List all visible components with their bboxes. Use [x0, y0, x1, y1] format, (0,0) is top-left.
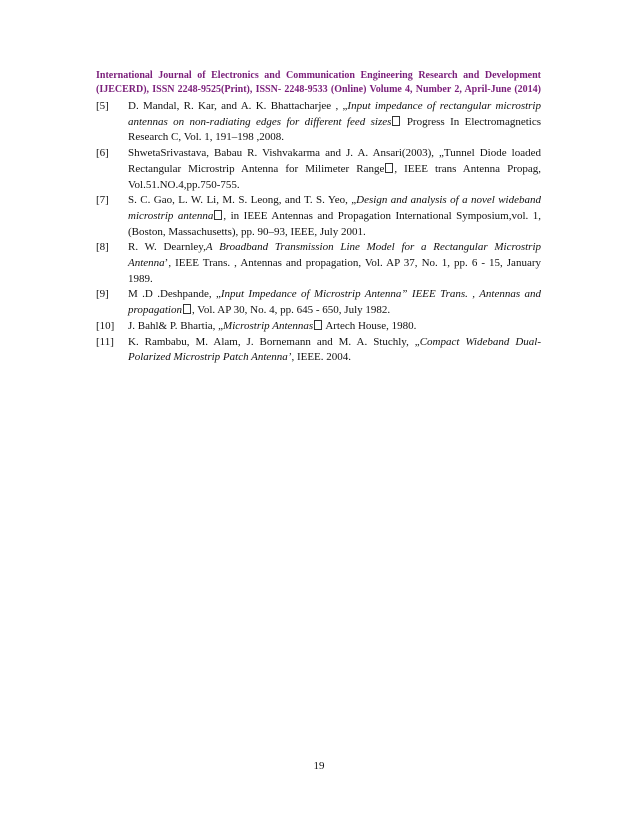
reference-list — [96, 99, 541, 366]
missing-glyph-box-icon — [314, 320, 322, 330]
missing-glyph-box-icon — [385, 163, 393, 173]
reference-item — [96, 99, 541, 146]
reference-text: M .D .Deshpande, „Input Impedance of Microstrip Antenna” IEEE Trans. , Antennas and propagation , Vol. AP 30, No. 4, pp. 645 - 650, July 1982. — [128, 288, 541, 317]
reference-text: J. Bahl& P. Bhartia, „Microstrip Antennas Artech House, 1980. — [128, 319, 417, 332]
reference-title: Input Impedance of Microstrip Antenna” IEEE Trans. , Antennas and propagation — [128, 288, 541, 317]
journal-header-line-1: International Journal of Electronics and Communication Engineering Research and Development — [96, 70, 541, 81]
reference-number: [10] — [96, 319, 115, 332]
reference-item — [96, 146, 541, 193]
reference-number: [11] — [96, 335, 114, 348]
reference-item — [96, 335, 541, 366]
missing-glyph-box-icon — [392, 116, 400, 126]
missing-glyph-box-icon — [214, 210, 222, 220]
reference-text: R. W. Dearnley,A Broadband Transmission Line Model for a Rectangular Microstrip Antenna’, IEEE Trans. , Antennas and propagation, Vol. AP 37, No. 1, pp. 6 - 15, January 1989. — [128, 241, 541, 285]
reference-title: Input impedance of rectangular microstrip antennas on non-radiating edges for different feed sizes — [128, 100, 541, 128]
reference-title: Microstrip Antennas — [223, 319, 314, 332]
reference-title: Compact Wideband Dual-Polarized Microstrip Patch Antenna’ — [128, 335, 541, 364]
reference-number: [5] — [96, 100, 109, 112]
reference-title: Design and analysis of a novel wideband microstrip antenna — [128, 194, 541, 222]
reference-title: A Broadband Transmission Line Model for a Rectangular Microstrip Antenna — [128, 241, 541, 270]
reference-number: [9] — [96, 288, 109, 301]
reference-text: K. Rambabu, M. Alam, J. Bornemann and M. A. Stuchly, „Compact Wideband Dual-Polarized Microstrip Patch Antenna’, IEEE. 2004. — [128, 335, 541, 364]
reference-number: [7] — [96, 194, 109, 207]
journal-header-line-2: (IJECERD), ISSN 2248-9525(Print), ISSN- 2248-9533 (Online) Volume 4, Number 2, April-June (2014) — [96, 84, 541, 95]
reference-item — [96, 240, 541, 287]
page-number: 19 — [313, 760, 325, 772]
reference-number: [8] — [96, 241, 109, 254]
reference-item — [96, 287, 541, 318]
journal-header — [96, 69, 541, 97]
reference-item — [96, 193, 541, 240]
reference-item — [96, 319, 541, 335]
reference-number: [6] — [96, 147, 109, 160]
reference-text: S. C. Gao, L. W. Li, M. S. Leong, and T. S. Yeo, „Design and analysis of a novel wideband microstrip antenna , in IEEE Antennas and Propagation International Symposium,vol. 1, (Boston, Massachusetts), pp. 90–93, IEEE, July 2001. — [128, 194, 541, 238]
missing-glyph-box-icon — [183, 304, 191, 314]
reference-text: D. Mandal, R. Kar, and A. K. Bhattacharjee , „Input impedance of rectangular microstrip antennas on non-radiating edges for different feed sizes Progress In Electromagnetics Research C, Vol. 1, 191–198 ,2008. — [128, 100, 541, 144]
reference-text: ShwetaSrivastava, Babau R. Vishvakarma and J. A. Ansari(2003), „Tunnel Diode loaded Rectangular Microstrip Antenna for Milimeter Range , IEEE trans Antenna Propag, Vol.51.NO.4,pp.750-755. — [128, 147, 542, 191]
